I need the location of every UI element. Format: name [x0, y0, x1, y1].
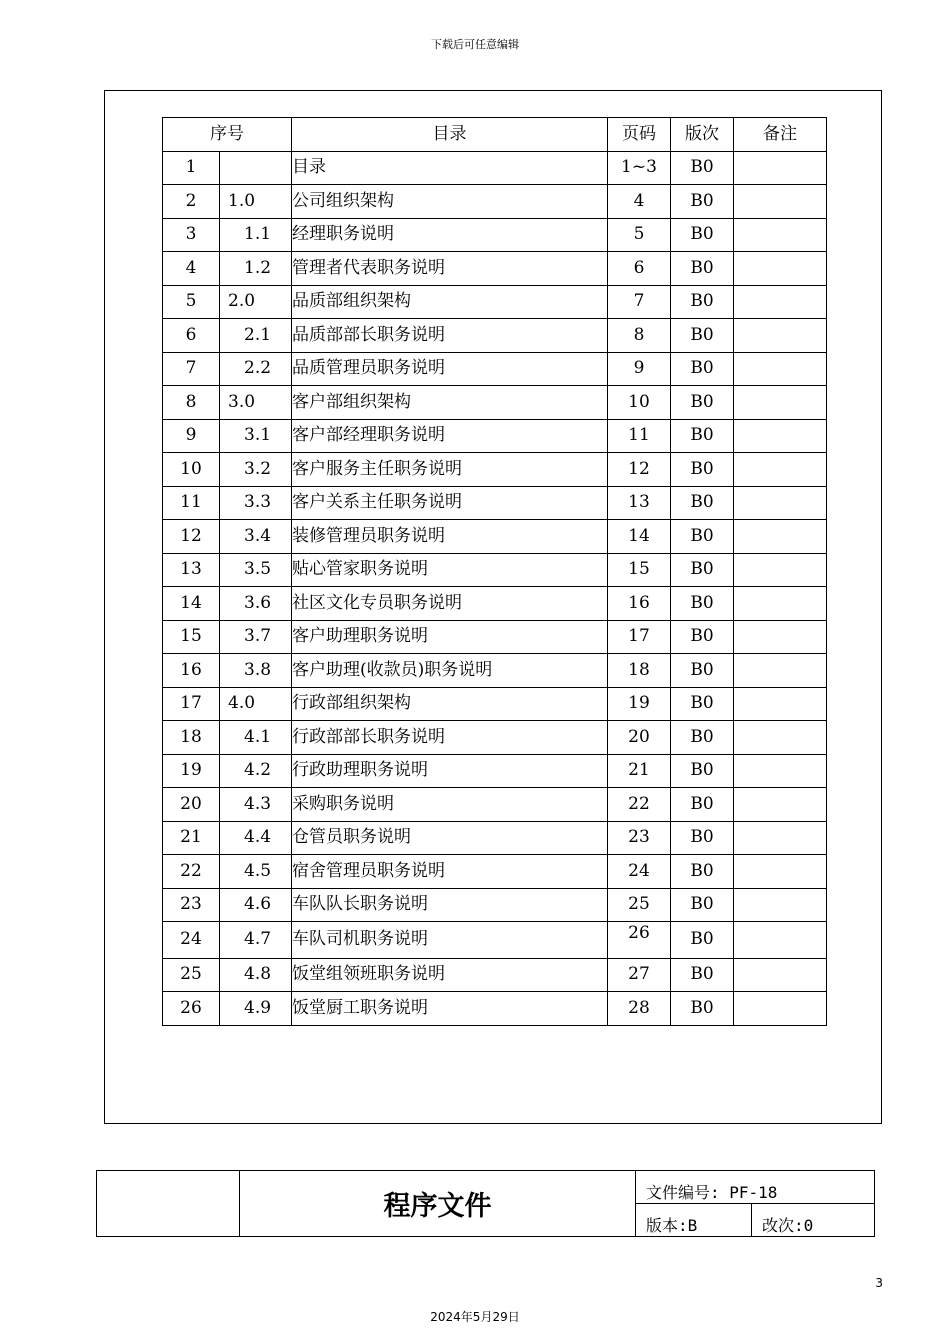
header-contents: 目录: [292, 118, 608, 152]
row-page-cell: 21: [608, 754, 671, 788]
table-row: [163, 721, 827, 755]
row-title-cell: 客户助理(收款员)职务说明: [292, 654, 608, 688]
row-section-cell: 3.4: [220, 520, 292, 554]
row-version-cell: B0: [671, 553, 734, 587]
table-row: [163, 486, 827, 520]
document-footer-block: [96, 1170, 875, 1237]
row-title-cell: 公司组织架构: [292, 185, 608, 219]
row-title-cell: 车队队长职务说明: [292, 888, 608, 922]
table-row: [163, 151, 827, 185]
row-section-cell: 3.5: [220, 553, 292, 587]
document-number: 文件编号: PF-18: [636, 1171, 874, 1204]
row-remark-cell: [734, 922, 827, 959]
row-page-cell: 15: [608, 553, 671, 587]
table-row: [163, 888, 827, 922]
row-title-cell: 客户部组织架构: [292, 386, 608, 420]
row-page-cell: 7: [608, 285, 671, 319]
row-seq-cell: 8: [163, 386, 220, 420]
row-page-cell: 11: [608, 419, 671, 453]
table-header-row: [163, 118, 827, 152]
row-remark-cell: [734, 888, 827, 922]
row-section-cell: 4.5: [220, 855, 292, 889]
row-seq-cell: 17: [163, 687, 220, 721]
row-title-cell: 客户服务主任职务说明: [292, 453, 608, 487]
row-section-cell: 3.2: [220, 453, 292, 487]
table-row: [163, 754, 827, 788]
row-title-cell: 饭堂组领班职务说明: [292, 958, 608, 992]
row-version-cell: B0: [671, 620, 734, 654]
row-page-cell: 6: [608, 252, 671, 286]
row-remark-cell: [734, 821, 827, 855]
header-page: 页码: [608, 118, 671, 152]
row-version-cell: B0: [671, 687, 734, 721]
row-page-cell: 22: [608, 788, 671, 822]
row-seq-cell: 23: [163, 888, 220, 922]
row-seq-cell: 6: [163, 319, 220, 353]
row-page-cell: 18: [608, 654, 671, 688]
table-row: [163, 252, 827, 286]
row-title-cell: 采购职务说明: [292, 788, 608, 822]
table-row: [163, 958, 827, 992]
row-section-cell: 3.6: [220, 587, 292, 621]
row-section-cell: 1.2: [220, 252, 292, 286]
row-version-cell: B0: [671, 252, 734, 286]
row-remark-cell: [734, 587, 827, 621]
row-title-cell: 管理者代表职务说明: [292, 252, 608, 286]
document-date: 2024年5月29日: [430, 1310, 520, 1324]
row-title-cell: 行政部部长职务说明: [292, 721, 608, 755]
row-page-cell: 9: [608, 352, 671, 386]
row-remark-cell: [734, 252, 827, 286]
row-section-cell: 4.1: [220, 721, 292, 755]
row-version-cell: B0: [671, 319, 734, 353]
table-row: [163, 453, 827, 487]
row-title-cell: 车队司机职务说明: [292, 922, 608, 959]
row-remark-cell: [734, 218, 827, 252]
table-row: [163, 821, 827, 855]
row-version-cell: B0: [671, 218, 734, 252]
row-page-cell: 27: [608, 958, 671, 992]
row-page-cell: 5: [608, 218, 671, 252]
row-remark-cell: [734, 419, 827, 453]
row-remark-cell: [734, 386, 827, 420]
row-page-cell: 24: [608, 855, 671, 889]
row-remark-cell: [734, 687, 827, 721]
row-title-cell: 仓管员职务说明: [292, 821, 608, 855]
row-page-cell: 20: [608, 721, 671, 755]
row-title-cell: 行政部组织架构: [292, 687, 608, 721]
row-title-cell: 客户助理职务说明: [292, 620, 608, 654]
row-section-cell: 4.2: [220, 754, 292, 788]
document-revision: 改次:0: [762, 1216, 814, 1235]
row-version-cell: B0: [671, 151, 734, 185]
row-seq-cell: 21: [163, 821, 220, 855]
document-type-title: 程序文件: [240, 1171, 636, 1236]
table-row: [163, 553, 827, 587]
row-remark-cell: [734, 520, 827, 554]
row-seq-cell: 20: [163, 788, 220, 822]
row-version-cell: B0: [671, 285, 734, 319]
row-section-cell: 2.1: [220, 319, 292, 353]
row-remark-cell: [734, 958, 827, 992]
row-title-cell: 品质管理员职务说明: [292, 352, 608, 386]
row-section-cell: 4.7: [220, 922, 292, 959]
row-seq-cell: 7: [163, 352, 220, 386]
row-section-cell: 3.7: [220, 620, 292, 654]
table-row: [163, 587, 827, 621]
row-seq-cell: 12: [163, 520, 220, 554]
table-row: [163, 218, 827, 252]
row-section-cell: 3.1: [220, 419, 292, 453]
row-version-cell: B0: [671, 587, 734, 621]
row-page-cell: 28: [608, 992, 671, 1026]
table-body: [163, 151, 827, 1025]
row-seq-cell: 15: [163, 620, 220, 654]
row-remark-cell: [734, 754, 827, 788]
row-section-cell: 4.4: [220, 821, 292, 855]
row-remark-cell: [734, 721, 827, 755]
row-remark-cell: [734, 285, 827, 319]
row-section-cell: 4.0: [220, 687, 292, 721]
table-row: [163, 319, 827, 353]
row-section-cell: 3.3: [220, 486, 292, 520]
row-section-cell: 1.1: [220, 218, 292, 252]
row-seq-cell: 13: [163, 553, 220, 587]
row-remark-cell: [734, 992, 827, 1026]
row-version-cell: B0: [671, 386, 734, 420]
row-seq-cell: 10: [163, 453, 220, 487]
row-version-cell: B0: [671, 922, 734, 959]
row-seq-cell: 4: [163, 252, 220, 286]
row-seq-cell: 22: [163, 855, 220, 889]
row-section-cell: 1.0: [220, 185, 292, 219]
table-row: [163, 855, 827, 889]
row-page-cell: 12: [608, 453, 671, 487]
row-version-cell: B0: [671, 352, 734, 386]
table-row: [163, 992, 827, 1026]
row-title-cell: 客户部经理职务说明: [292, 419, 608, 453]
contents-table: [162, 117, 827, 1026]
row-seq-cell: 3: [163, 218, 220, 252]
table-row: [163, 285, 827, 319]
row-title-cell: 经理职务说明: [292, 218, 608, 252]
row-seq-cell: 26: [163, 992, 220, 1026]
row-remark-cell: [734, 620, 827, 654]
table-row: [163, 520, 827, 554]
table-row: [163, 788, 827, 822]
table-row: [163, 185, 827, 219]
row-section-cell: [220, 151, 292, 185]
row-seq-cell: 14: [163, 587, 220, 621]
row-remark-cell: [734, 185, 827, 219]
row-section-cell: 4.3: [220, 788, 292, 822]
row-version-cell: B0: [671, 185, 734, 219]
row-section-cell: 4.8: [220, 958, 292, 992]
row-title-cell: 行政助理职务说明: [292, 754, 608, 788]
row-section-cell: 2.0: [220, 285, 292, 319]
row-version-cell: B0: [671, 754, 734, 788]
page-number: 3: [875, 1276, 883, 1290]
row-seq-cell: 9: [163, 419, 220, 453]
row-section-cell: 4.9: [220, 992, 292, 1026]
row-version-cell: B0: [671, 992, 734, 1026]
row-title-cell: 品质部组织架构: [292, 285, 608, 319]
row-seq-cell: 18: [163, 721, 220, 755]
document-version: 版本:B: [636, 1204, 752, 1236]
row-seq-cell: 19: [163, 754, 220, 788]
footer-logo-cell: [97, 1171, 240, 1236]
row-remark-cell: [734, 151, 827, 185]
row-remark-cell: [734, 453, 827, 487]
row-page-cell: 25: [608, 888, 671, 922]
row-seq-cell: 24: [163, 922, 220, 959]
row-version-cell: B0: [671, 855, 734, 889]
row-title-cell: 社区文化专员职务说明: [292, 587, 608, 621]
row-version-cell: B0: [671, 520, 734, 554]
row-page-cell: 23: [608, 821, 671, 855]
row-page-cell: 1~3: [608, 151, 671, 185]
row-title-cell: 客户关系主任职务说明: [292, 486, 608, 520]
row-seq-cell: 5: [163, 285, 220, 319]
row-version-cell: B0: [671, 654, 734, 688]
row-seq-cell: 25: [163, 958, 220, 992]
row-title-cell: 贴心管家职务说明: [292, 553, 608, 587]
header-seq: 序号: [163, 118, 292, 152]
row-page-cell: 8: [608, 319, 671, 353]
row-seq-cell: 16: [163, 654, 220, 688]
row-version-cell: B0: [671, 821, 734, 855]
row-version-cell: B0: [671, 486, 734, 520]
row-remark-cell: [734, 553, 827, 587]
row-remark-cell: [734, 352, 827, 386]
row-remark-cell: [734, 319, 827, 353]
table-row: [163, 922, 827, 959]
row-title-cell: 目录: [292, 151, 608, 185]
row-remark-cell: [734, 855, 827, 889]
row-version-cell: B0: [671, 958, 734, 992]
row-page-cell: 17: [608, 620, 671, 654]
row-title-cell: 装修管理员职务说明: [292, 520, 608, 554]
row-remark-cell: [734, 654, 827, 688]
table-row: [163, 419, 827, 453]
row-version-cell: B0: [671, 453, 734, 487]
row-page-cell: 26: [608, 922, 671, 959]
header-version: 版次: [671, 118, 734, 152]
row-page-cell: 16: [608, 587, 671, 621]
row-remark-cell: [734, 788, 827, 822]
table-row: [163, 386, 827, 420]
header-remark: 备注: [734, 118, 827, 152]
row-page-cell: 13: [608, 486, 671, 520]
row-seq-cell: 1: [163, 151, 220, 185]
row-page-cell: 4: [608, 185, 671, 219]
row-page-cell: 19: [608, 687, 671, 721]
table-row: [163, 687, 827, 721]
row-seq-cell: 2: [163, 185, 220, 219]
table-row: [163, 352, 827, 386]
row-version-cell: B0: [671, 419, 734, 453]
row-section-cell: 3.0: [220, 386, 292, 420]
row-page-cell: 10: [608, 386, 671, 420]
row-title-cell: 饭堂厨工职务说明: [292, 992, 608, 1026]
row-title-cell: 宿舍管理员职务说明: [292, 855, 608, 889]
row-version-cell: B0: [671, 888, 734, 922]
row-section-cell: 2.2: [220, 352, 292, 386]
row-section-cell: 3.8: [220, 654, 292, 688]
row-version-cell: B0: [671, 788, 734, 822]
row-page-cell: 14: [608, 520, 671, 554]
row-remark-cell: [734, 486, 827, 520]
table-row: [163, 654, 827, 688]
row-version-cell: B0: [671, 721, 734, 755]
table-row: [163, 620, 827, 654]
row-title-cell: 品质部部长职务说明: [292, 319, 608, 353]
row-section-cell: 4.6: [220, 888, 292, 922]
download-note: 下载后可任意编辑: [431, 38, 519, 51]
row-seq-cell: 11: [163, 486, 220, 520]
